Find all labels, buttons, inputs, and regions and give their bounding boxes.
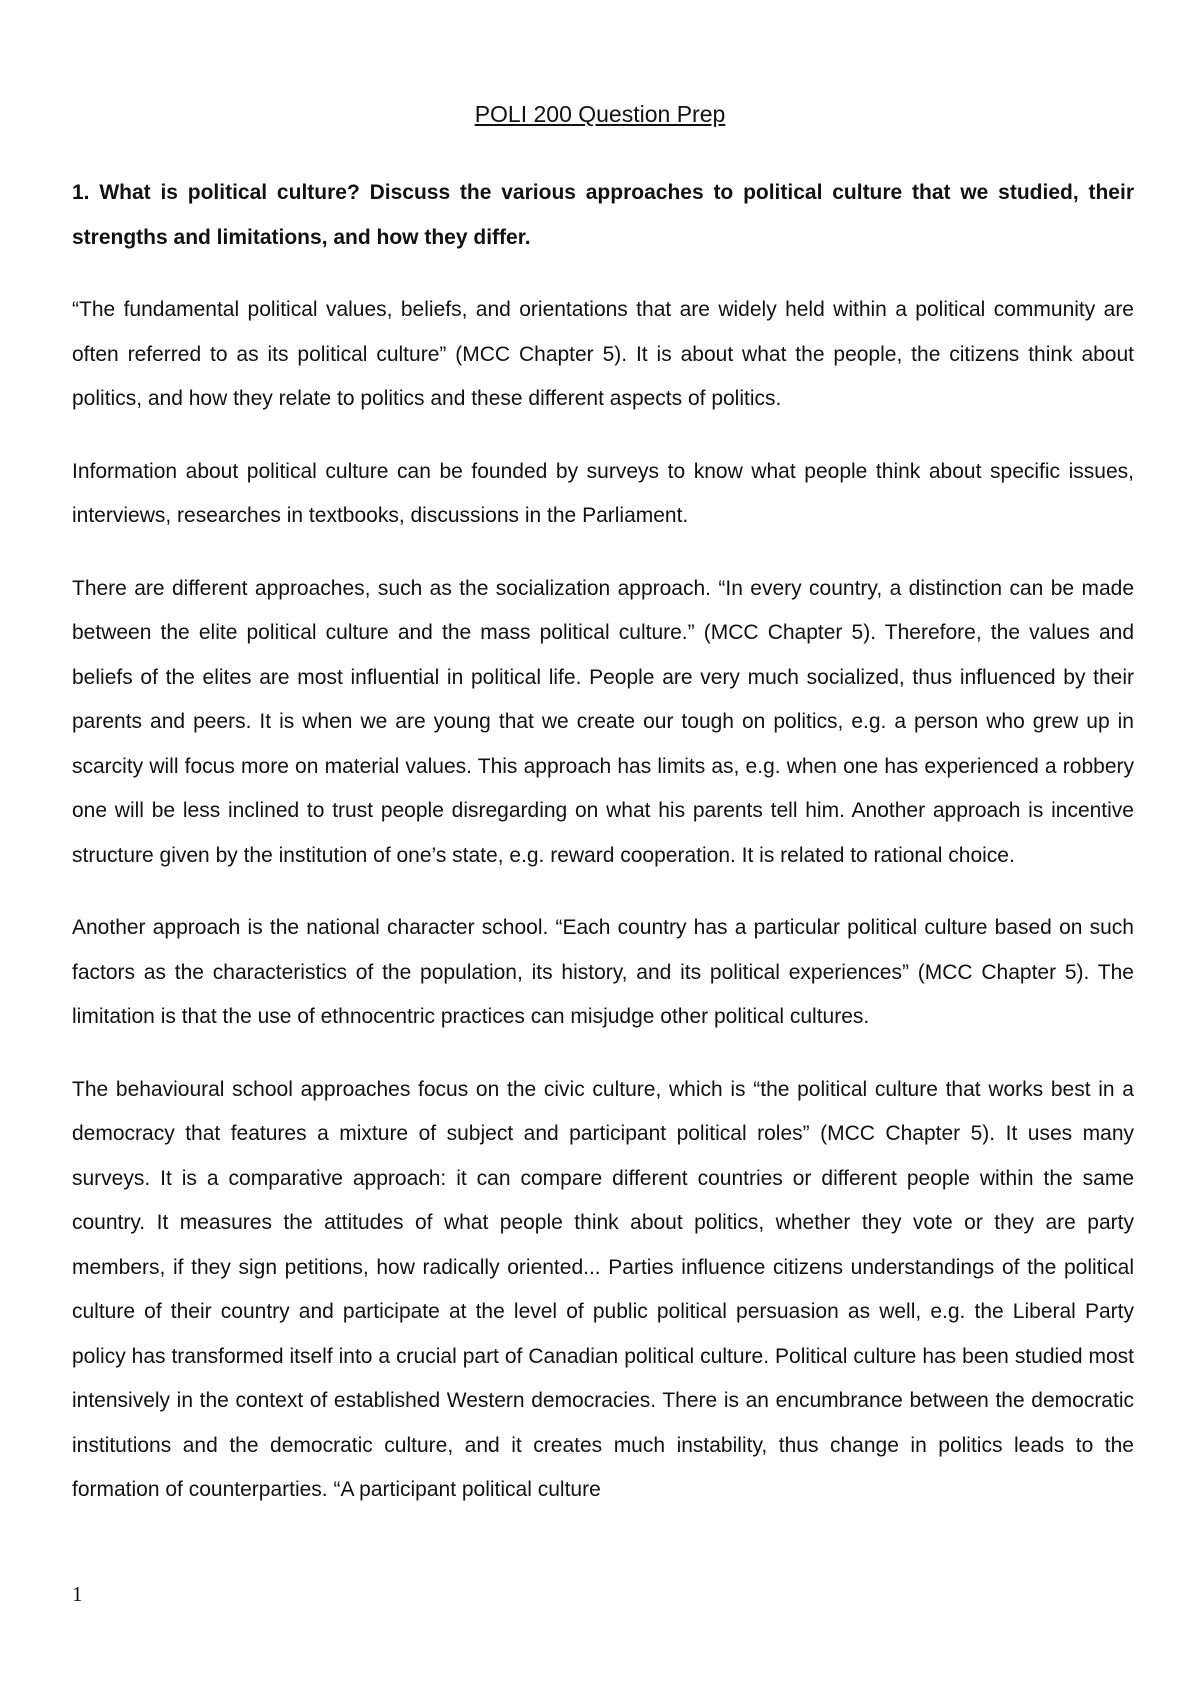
body-paragraph: Another approach is the national character school. “Each country has a particular political culture based on such factors as the characteristics of the population, its history, and its political experiences” (MCC Chapter 5). The limitation is that the use of ethnocentric practices can misjudge other political cultures. [72,916,1134,1028]
body-paragraph: There are different approaches, such as the socialization approach. “In every country, a distinction can be made between the elite political culture and the mass political culture.” (MCC Chapter 5). Therefore, the values and beliefs of the elites are most influential in political life. People are very much socialized, thus influenced by their parents and peers. It is when we are young that we create our tough on politics, e.g. a person who grew up in scarcity will focus more on material values. This approach has limits as, e.g. when one has experienced a robbery one will be less inclined to trust people disregarding on what his parents tell him. Another approach is incentive structure given by the institution of one’s state, e.g. reward cooperation. It is related to rational choice. [72,576,1134,867]
document-title: POLI 200 Question Prep [474,101,726,127]
document-body [72,171,1134,1541]
body-paragraph: Information about political culture can be founded by surveys to know what people think about specific issues, interviews, researches in textbooks, discussions in the Parliament. [72,459,1134,527]
page-number: 1 [72,1582,83,1606]
body-paragraph: “The fundamental political values, beliefs, and orientations that are widely held within a political community are often referred to as its political culture” (MCC Chapter 5). It is about what the people, the citizens think about politics, and how they relate to politics and these different aspects of politics. [72,298,1134,410]
question-paragraph: 1. What is political culture? Discuss the various approaches to political culture that we studied, their strengths and limitations, and how they differ. [72,181,1134,249]
body-paragraph: The behavioural school approaches focus on the civic culture, which is “the political culture that works best in a democracy that features a mixture of subject and participant political roles” (MCC Chapter 5). It uses many surveys. It is a comparative approach: it can compare different countries or different people within the same country. It measures the attitudes of what people think about politics, whether they vote or they are party members, if they sign petitions, how radically oriented... Parties influence citizens understandings of the political culture of their country and participate at the level of public political persuasion as well, e.g. the Liberal Party policy has transformed itself into a crucial part of Canadian political culture. Political culture has been studied most intensively in the context of established Western democracies. There is an encumbrance between the democratic institutions and the democratic culture, and it creates much instability, thus change in politics leads to the formation of counterparties. “A participant political culture [72,1077,1134,1501]
